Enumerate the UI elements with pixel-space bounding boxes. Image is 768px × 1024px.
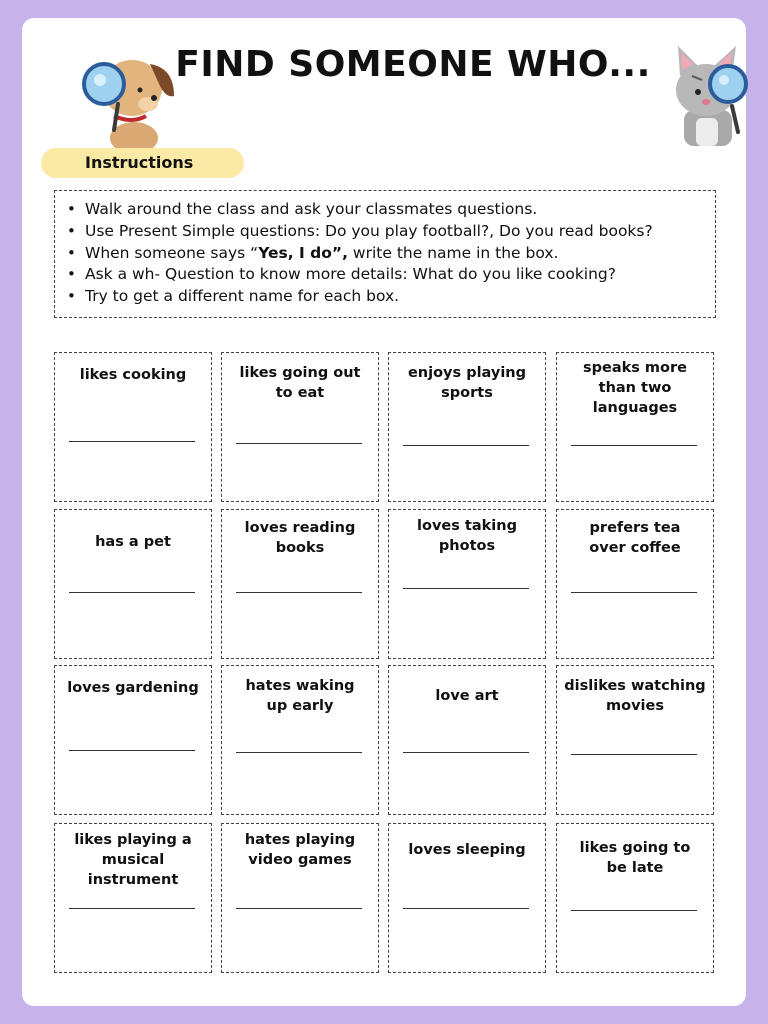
name-answer-line[interactable] bbox=[571, 592, 697, 593]
name-answer-line[interactable] bbox=[571, 754, 697, 755]
cat-with-magnifier-icon bbox=[662, 36, 758, 156]
instructions-heading: Instructions bbox=[41, 148, 244, 178]
name-answer-line[interactable] bbox=[571, 910, 697, 911]
answer-box[interactable] bbox=[388, 665, 546, 815]
prompt-line: be late bbox=[606, 860, 664, 876]
prompt-label bbox=[222, 676, 378, 716]
name-answer-line[interactable] bbox=[69, 592, 195, 593]
prompt-line: to eat bbox=[275, 385, 325, 401]
prompt-line: video games bbox=[248, 852, 352, 868]
instructions-list bbox=[67, 199, 705, 308]
prompt-line: languages bbox=[592, 400, 678, 416]
prompt-label bbox=[222, 830, 378, 870]
prompt-line: likes going out bbox=[239, 365, 361, 381]
prompt-line: likes going to bbox=[579, 840, 691, 856]
prompt-label bbox=[557, 358, 713, 418]
name-answer-line[interactable] bbox=[403, 445, 529, 446]
prompt-line: prefers tea bbox=[589, 520, 681, 536]
prompt-line: musical instrument bbox=[87, 852, 179, 888]
prompt-line: loves gardening bbox=[67, 680, 199, 696]
name-answer-line[interactable] bbox=[69, 750, 195, 751]
answer-box[interactable] bbox=[221, 352, 379, 502]
prompt-line: up early bbox=[266, 698, 334, 714]
name-answer-line[interactable] bbox=[403, 908, 529, 909]
prompt-label bbox=[222, 518, 378, 558]
prompt-line: enjoys playing bbox=[407, 365, 527, 381]
prompt-label bbox=[222, 363, 378, 403]
instructions-box bbox=[54, 190, 716, 318]
prompt-label bbox=[55, 365, 211, 385]
bingo-grid bbox=[54, 352, 714, 974]
prompt-line: speaks more bbox=[582, 360, 687, 376]
prompt-line: has a pet bbox=[95, 534, 171, 550]
answer-box[interactable] bbox=[556, 665, 714, 815]
page-title: FIND SOMEONE WHO... bbox=[175, 44, 651, 85]
name-answer-line[interactable] bbox=[69, 908, 195, 909]
name-answer-line[interactable] bbox=[236, 443, 362, 444]
name-answer-line[interactable] bbox=[236, 592, 362, 593]
answer-box[interactable] bbox=[388, 823, 546, 973]
answer-box[interactable] bbox=[221, 509, 379, 659]
prompt-label bbox=[389, 686, 545, 706]
instruction-item: • Try to get a different name for each box. bbox=[67, 286, 705, 308]
answer-box[interactable] bbox=[388, 352, 546, 502]
answer-box[interactable] bbox=[556, 352, 714, 502]
prompt-label bbox=[389, 363, 545, 403]
dog-with-magnifier-icon bbox=[74, 38, 182, 160]
answer-box[interactable] bbox=[54, 509, 212, 659]
instruction-item: • Ask a wh- Question to know more details: What do you like cooking? bbox=[67, 264, 705, 286]
prompt-line: love art bbox=[435, 688, 499, 704]
prompt-line: over coffee bbox=[589, 540, 681, 556]
name-answer-line[interactable] bbox=[69, 441, 195, 442]
name-answer-line[interactable] bbox=[571, 445, 697, 446]
answer-box[interactable] bbox=[221, 665, 379, 815]
instruction-item: • When someone says “Yes, I do”, write the name in the box. bbox=[67, 243, 705, 265]
prompt-label bbox=[389, 516, 545, 556]
prompt-line: loves sleeping bbox=[408, 842, 526, 858]
prompt-line: than two bbox=[598, 380, 672, 396]
answer-box[interactable] bbox=[221, 823, 379, 973]
prompt-line: photos bbox=[438, 538, 496, 554]
prompt-label bbox=[557, 518, 713, 558]
answer-box[interactable] bbox=[54, 352, 212, 502]
name-answer-line[interactable] bbox=[236, 908, 362, 909]
instruction-item: • Use Present Simple questions: Do you play football?, Do you read books? bbox=[67, 221, 705, 243]
prompt-label bbox=[557, 838, 713, 878]
name-answer-line[interactable] bbox=[236, 752, 362, 753]
instruction-item: • Walk around the class and ask your classmates questions. bbox=[67, 199, 705, 221]
prompt-line: dislikes watching bbox=[564, 678, 706, 694]
answer-box[interactable] bbox=[556, 509, 714, 659]
answer-box[interactable] bbox=[54, 823, 212, 973]
name-answer-line[interactable] bbox=[403, 588, 529, 589]
prompt-line: hates waking bbox=[245, 678, 355, 694]
prompt-label bbox=[55, 532, 211, 552]
prompt-line: loves taking bbox=[417, 518, 517, 534]
name-answer-line[interactable] bbox=[403, 752, 529, 753]
prompt-line: sports bbox=[441, 385, 493, 401]
answer-box[interactable] bbox=[54, 665, 212, 815]
answer-box[interactable] bbox=[388, 509, 546, 659]
prompt-label bbox=[55, 678, 211, 698]
prompt-line: books bbox=[275, 540, 325, 556]
prompt-line: likes playing a bbox=[74, 832, 192, 848]
prompt-line: loves reading bbox=[244, 520, 356, 536]
prompt-line: hates playing bbox=[244, 832, 356, 848]
prompt-line: likes cooking bbox=[79, 367, 187, 383]
prompt-label bbox=[557, 676, 713, 716]
prompt-label bbox=[55, 830, 211, 890]
prompt-line: movies bbox=[606, 698, 664, 714]
prompt-label bbox=[389, 840, 545, 860]
answer-box[interactable] bbox=[556, 823, 714, 973]
